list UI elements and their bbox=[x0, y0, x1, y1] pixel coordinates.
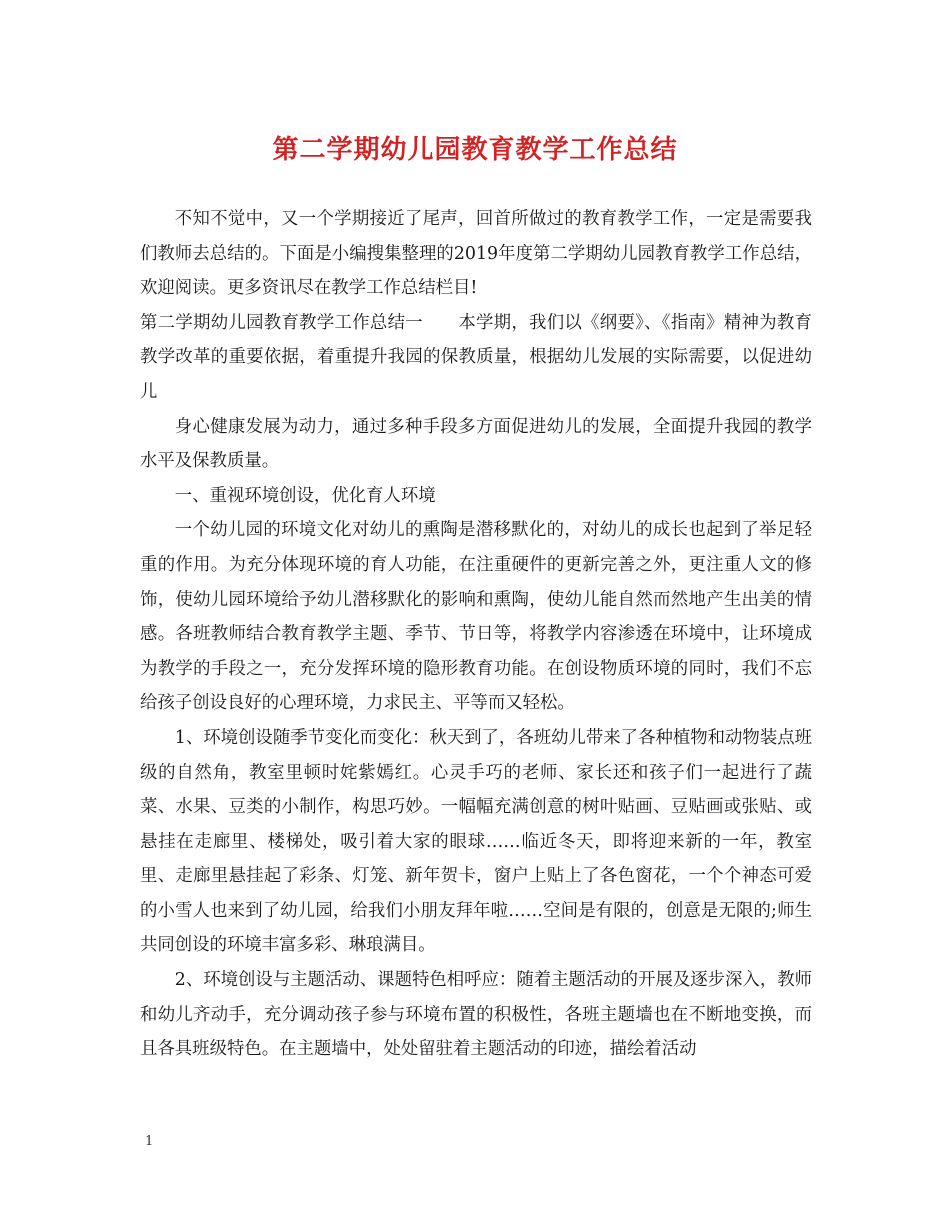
paragraph-intro: 不知不觉中，又一个学期接近了尾声，回首所做过的教育教学工作，一定是需要我们教师去总结的。下面是小编搜集整理的2019年度第二学期幼儿园教育教学工作总结，欢迎阅读。更多资讯尽在教学工作总结栏目! bbox=[140, 209, 812, 299]
document-title: 第二学期幼儿园教育教学工作总结 bbox=[272, 135, 678, 165]
document-body bbox=[140, 202, 812, 1067]
page-number: 1 bbox=[145, 1134, 154, 1149]
paragraph-theme: 2、环境创设与主题活动、课题特色相呼应：随着主题活动的开展及逐步深入，教师和幼儿齐动手，充分调动孩子参与环境布置的积极性，各班主题墙也在不断地变换，而且各具班级特色。在主题墙中，处处留驻着主题活动的印迹，描绘着活动 bbox=[140, 970, 812, 1060]
paragraph-goals: 身心健康发展为动力，通过多种手段多方面促进幼儿的发展，全面提升我园的教学水平及保教质量。 bbox=[140, 416, 812, 472]
paragraph-summary-heading: 第二学期幼儿园教育教学工作总结一 本学期，我们以《纲要》、《指南》精神为教育教学改革的重要依据，着重提升我园的保教质量，根据幼儿发展的实际需要，以促进幼儿 bbox=[140, 312, 812, 402]
paragraph-environment: 一个幼儿园的环境文化对幼儿的熏陶是潜移默化的，对幼儿的成长也起到了举足轻重的作用。为充分体现环境的育人功能，在注重硬件的更新完善之外，更注重人文的修饰，使幼儿园环境给予幼儿潜移默化的影响和熏陶，使幼儿能自然而然地产生出美的情感。各班教师结合教育教学主题、季节、节日等，将教学内容渗透在环境中，让环境成为教学的手段之一，充分发挥环境的隐形教育功能。在创设物质环境的同时，我们不忘给孩子创设良好的心理环境，力求民主、平等而又轻松。 bbox=[140, 520, 812, 714]
section-heading: 一、重视环境创设，优化育人环境 bbox=[174, 485, 436, 506]
paragraph-season: 1、环境创设随季节变化而变化：秋天到了，各班幼儿带来了各种植物和动物装点班级的自然角，教室里顿时姹紫嫣红。心灵手巧的老师、家长还和孩子们一起进行了蔬菜、水果、豆类的小制作，构思巧妙。一幅幅充满创意的树叶贴画、豆贴画或张贴、或悬挂在走廊里、楼梯处，吸引着大家的眼球……临近冬天，即将迎来新的一年，教室里、走廊里悬挂起了彩条、灯笼、新年贺卡，窗户上贴上了各色窗花，一个个神态可爱的小雪人也来到了幼儿园，给我们小朋友拜年啦……空间是有限的，创意是无限的;师生共同创设的环境丰富多彩、琳琅满目。 bbox=[140, 727, 812, 956]
